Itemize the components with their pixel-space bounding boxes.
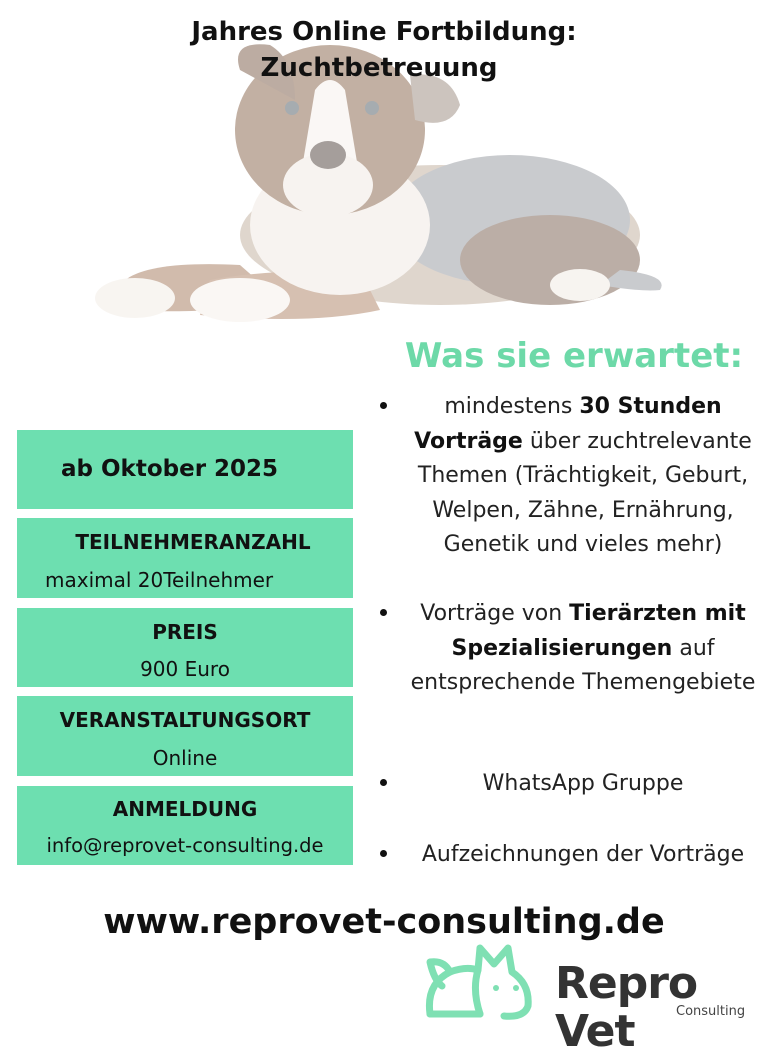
participants-box <box>17 518 353 598</box>
location-heading: VERANSTALTUNGSORT <box>59 708 311 732</box>
benefit-text: Aufzeichnungen der Vorträge <box>421 842 745 867</box>
price-value: 900 Euro <box>140 657 230 681</box>
benefit-item-whatsapp <box>372 767 768 802</box>
price-heading: PREIS <box>152 620 218 644</box>
expect-heading: Was sie erwartet: <box>404 336 744 376</box>
registration-heading: ANMELDUNG <box>112 797 258 821</box>
bullet-icon <box>380 779 387 786</box>
title-line-2: Zuchtbetreuung <box>260 53 498 83</box>
location-value: Online <box>152 746 218 770</box>
benefit-text: Vorträge von Tierärzten mit Spezialisierungen auf entsprechende Themengebiete <box>410 601 756 695</box>
registration-email[interactable]: info@reprovet-consulting.de <box>46 834 324 857</box>
page-title <box>0 14 768 86</box>
cat-dog-logo-icon <box>420 940 538 1024</box>
bullet-icon <box>380 609 387 616</box>
participants-value: maximal 20Teilnehmer <box>45 568 274 592</box>
benefit-item-lectures <box>372 390 768 563</box>
participants-heading: TEILNEHMERANZAHL <box>75 530 311 554</box>
benefit-item-vets <box>372 597 768 701</box>
logo-name: Repro Vet <box>555 958 698 1057</box>
bullet-icon <box>380 850 387 857</box>
location-box <box>17 696 353 776</box>
bullet-icon <box>380 402 387 409</box>
benefit-text: mindestens 30 Stunden Vorträge über zuchtrelevante Themen (Trächtigkeit, Geburt, Welpen, Zähne, Ernährung, Genetik und vieles mehr) <box>414 394 752 557</box>
benefit-text: WhatsApp Gruppe <box>482 771 684 796</box>
registration-box <box>17 786 353 865</box>
price-box <box>17 608 353 687</box>
start-date: ab Oktober 2025 <box>61 456 279 482</box>
benefit-item-recordings <box>372 838 768 873</box>
logo-subtitle: Consulting <box>676 1004 746 1019</box>
start-date-box <box>17 430 353 509</box>
title-line-1: Jahres Online Fortbildung: <box>191 17 577 47</box>
website-link[interactable]: www.reprovet-consulting.de <box>103 902 665 942</box>
